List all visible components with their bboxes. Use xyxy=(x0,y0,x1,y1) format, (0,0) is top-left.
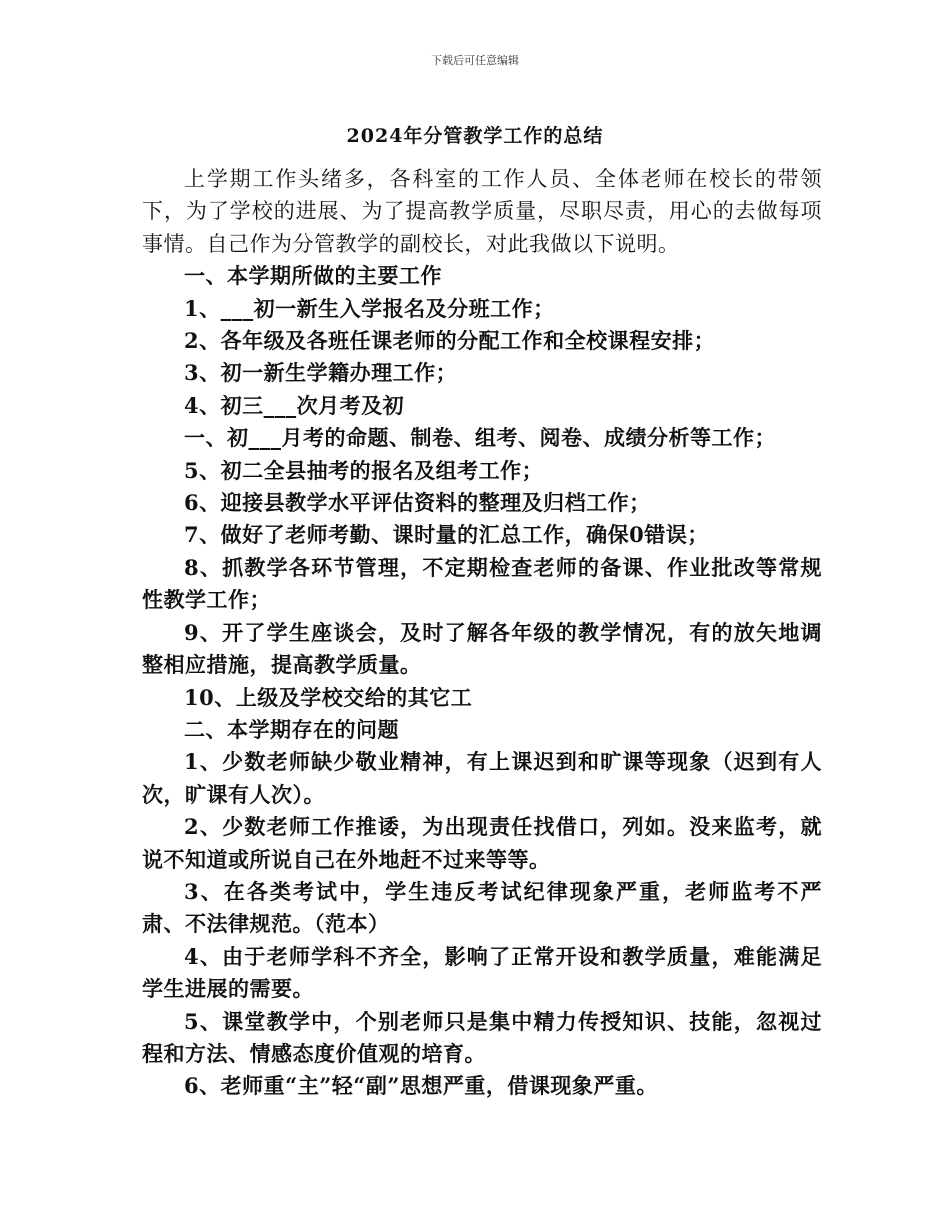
list-item: 6、迎接县教学水平评估资料的整理及归档工作； xyxy=(184,490,651,516)
list-item: 2、少数老师工作推诿，为出现责任找借口，列如。没来监考，就说不知道或所说自己在外地赶不过来等等。 xyxy=(142,814,822,872)
list-item: 4、初三___次月考及初 xyxy=(184,392,405,418)
section-heading-main-work: 一、本学期所做的主要工作 xyxy=(184,263,442,289)
list-item: 1、___初一新生入学报名及分班工作； xyxy=(184,295,555,321)
document-title: 2024年分管教学工作的总结 xyxy=(346,125,604,147)
list-item: 一、初___月考的命题、制卷、组考、阅卷、成绩分析等工作； xyxy=(184,425,776,451)
list-item: 3、初一新生学籍办理工作； xyxy=(184,360,458,386)
list-item: 2、各年级及各班任课老师的分配工作和全校课程安排； xyxy=(184,328,716,354)
list-item: 3、在各类考试中，学生违反考试纪律现象严重，老师监考不严肃、不法律规范。（范本） xyxy=(142,878,822,937)
list-item: 5、课堂教学中，个别老师只是集中精力传授知识、技能，忽视过程和方法、情感态度价值观的培育。 xyxy=(142,1008,822,1066)
list-item: 1、少数老师缺少敬业精神，有上课迟到和旷课等现象（迟到有人次，旷课有人次）。 xyxy=(142,749,822,807)
intro-paragraph: 上学期工作头绪多，各科室的工作人员、全体老师在校长的带领下，为了学校的进展、为了提高教学质量，尽职尽责，用心的去做每项事情。自己作为分管教学的副校长，对此我做以下说明。 xyxy=(142,167,822,256)
list-item: 9、开了学生座谈会，及时了解各年级的教学情况，有的放矢地调整相应措施，提高教学质量。 xyxy=(142,619,822,678)
list-item: 10、上级及学校交给的其它工 xyxy=(184,684,473,710)
list-item: 4、由于老师学科不齐全，影响了正常开设和教学质量，难能满足学生进展的需要。 xyxy=(142,943,822,1002)
document-body xyxy=(142,163,822,1103)
list-item: 5、初二全县抽考的报名及组考工作； xyxy=(184,457,544,483)
page-header-note: 下载后可任意编辑 xyxy=(431,54,519,67)
section-heading-problems: 二、本学期存在的问题 xyxy=(184,716,399,742)
list-item: 7、做好了老师考勤、课时量的汇总工作，确保0错误； xyxy=(184,522,709,548)
list-item: 8、抓教学各环节管理，不定期检查老师的备课、作业批改等常规性教学工作； xyxy=(142,554,822,613)
list-item: 6、老师重“主”轻“副”思想严重，借课现象严重。 xyxy=(184,1073,658,1099)
